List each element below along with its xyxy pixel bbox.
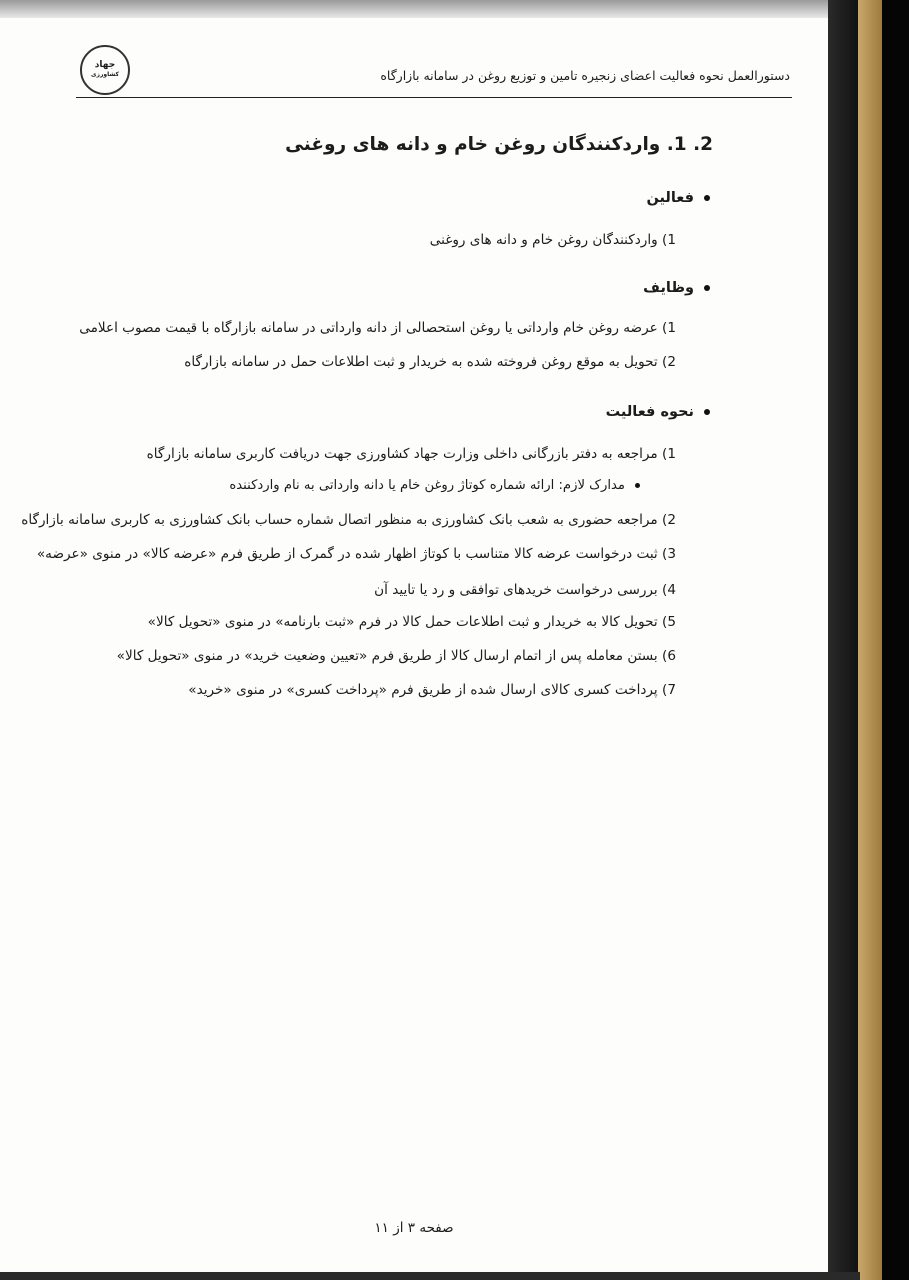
bullet-icon [635, 483, 640, 488]
page-number: صفحه ۳ از ۱۱ [374, 1220, 454, 1236]
duties-heading: وظایف [643, 280, 710, 296]
header-title: دستورالعمل نحوه فعالیت اعضای زنجیره تامین و توزیع روغن در سامانه بازارگاه [380, 68, 790, 83]
binding-edge [858, 0, 882, 1280]
header-divider [76, 97, 792, 98]
jahad-logo [80, 45, 130, 95]
bullet-icon [704, 285, 710, 291]
procedure-item: 7) پرداخت کسری کالای ارسال شده از طریق فرم «پرداخت کسری» در منوی «خرید» [188, 682, 676, 698]
scan-border [882, 0, 909, 1280]
scan-top-shadow [0, 0, 830, 18]
procedure-item: 5) تحویل کالا به خریدار و ثبت اطلاعات حمل کالا در فرم «ثبت بارنامه» در منوی «تحویل کالا» [147, 614, 676, 630]
procedure-item: 4) بررسی درخواست خریدهای توافقی و رد یا تایید آن [374, 582, 676, 598]
procedure-item: 3) ثبت درخواست عرضه کالا متناسب با کوتاژ اظهار شده در گمرک از طریق فرم «عرضه کالا» در منوی «عرضه» [36, 546, 676, 562]
procedure-item: 2) مراجعه حضوری به شعب بانک کشاورزی به منظور اتصال شماره حساب بانک کشاورزی به کاربری سامانه بازارگاه [21, 512, 676, 528]
document-page [0, 18, 828, 1272]
procedure-subitem: مدارک لازم: ارائه شماره کوتاژ روغن خام یا دانه وارداتی به نام واردکننده [229, 478, 640, 493]
procedure-item: 1) مراجعه به دفتر بازرگانی داخلی وزارت جهاد کشاورزی جهت دریافت کاربری سامانه بازارگاه [146, 446, 676, 462]
bullet-icon [704, 409, 710, 415]
actors-heading: فعالین [646, 190, 710, 206]
procedure-heading: نحوه فعالیت [606, 404, 710, 420]
scan-bottom-edge [0, 1272, 860, 1280]
section-title: 2. 1. واردکنندگان روغن خام و دانه های روغنی [285, 134, 713, 155]
logo-line2: کشاورزی [91, 71, 119, 78]
logo-line1: جهاد [94, 60, 116, 70]
actors-item: 1) واردکنندگان روغن خام و دانه های روغنی [429, 232, 676, 248]
duties-item: 2) تحویل به موقع روغن فروخته شده به خریدار و ثبت اطلاعات حمل در سامانه بازارگاه [184, 354, 676, 370]
procedure-item: 6) بستن معامله پس از اتمام ارسال کالا از طریق فرم «تعیین وضعیت خرید» در منوی «تحویل کالا» [116, 648, 676, 664]
duties-item: 1) عرضه روغن خام وارداتی یا روغن استحصالی از دانه وارداتی در سامانه بازارگاه با قیمت مصوب اعلامی [79, 320, 676, 336]
binding-shadow [828, 0, 860, 1280]
bullet-icon [704, 195, 710, 201]
